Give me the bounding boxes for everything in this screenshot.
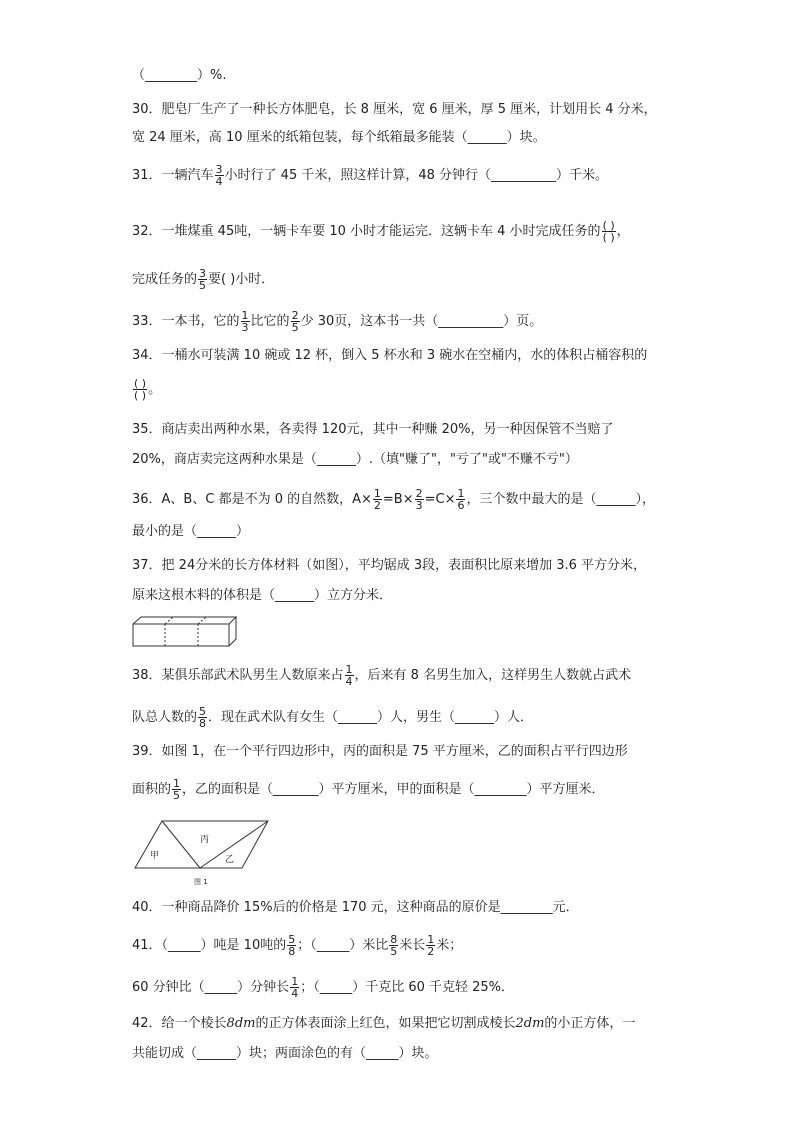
q38-text-c: 队总人数的: [132, 710, 198, 725]
q41-text-g: ；（_____）千克比 60 千克轻 25%．: [300, 980, 515, 995]
q38-text-b: ，后来有 8 名男生加入，这样男生人数就占武术: [354, 668, 632, 683]
numerator: 2: [291, 309, 299, 322]
q29-tail: （________）%.: [132, 68, 227, 83]
q31-text-b: 小时行了 45 千米，照这样计算，48 分钟行（__________）千米。: [224, 168, 609, 183]
q41-fraction-1: [287, 934, 296, 957]
q32-text-c: 完成任务的: [132, 272, 198, 287]
denominator: 3: [241, 321, 249, 334]
denominator: 4: [345, 675, 353, 688]
q32-text-e: 要( )小时．: [208, 272, 275, 287]
q38-fraction-2: [198, 706, 207, 729]
q36-line2: 最小的是（______）: [132, 524, 250, 539]
q31-fraction: [215, 164, 224, 187]
q42-unit-1: 8dm: [226, 1016, 256, 1031]
q36-text-e: ，三个数中最大的是（______），: [466, 492, 655, 507]
q41-text-e: 米；: [436, 938, 463, 953]
q39-line1: 39．如图 1，在一个平行四边形中，丙的面积是 75 平方厘米，乙的面积占平行四边形: [132, 744, 628, 759]
denominator: 4: [291, 987, 299, 1000]
denominator: 6: [457, 499, 465, 512]
numerator: 1: [241, 309, 249, 322]
q32-fraction: [198, 268, 207, 291]
denominator: 5: [199, 279, 207, 292]
q41-fraction-2: [389, 934, 398, 957]
fig-label-yi: 乙: [225, 855, 235, 865]
q34-tail: 。: [148, 382, 162, 397]
q41-line1: [132, 934, 462, 957]
numerator: 3: [199, 267, 207, 280]
numerator: 5: [199, 705, 207, 718]
q32-line1: [132, 220, 630, 243]
q42-unit-2: 2dm: [515, 1016, 545, 1031]
q41-text-f: 60 分钟比（_____）分钟长: [132, 980, 290, 995]
q33-text-c: 少 30页，这本书一共（__________）页。: [300, 314, 543, 329]
denominator: 3: [415, 499, 423, 512]
q36-text-b: =B×: [382, 492, 414, 507]
q42-text-c: 的小正方体，一: [544, 1016, 636, 1031]
q41-text-b: ；（_____）米比: [297, 938, 389, 953]
q38-line1: [132, 664, 631, 687]
q30-line2: 宽 24 厘米，高 10 厘米的纸箱包装，每个纸箱最多能装（______）块。: [132, 130, 546, 145]
q31-text-a: 31．一辆汽车: [132, 168, 214, 183]
numerator: 1: [373, 487, 381, 500]
q36-text-c: =C×: [424, 492, 456, 507]
denominator: 2: [373, 499, 381, 512]
numerator: 1: [173, 777, 181, 790]
q35-line2: 20%，商店卖完这两种水果是（______）.（填"赚了"，"亏了"或"不赚不亏"）: [132, 452, 578, 467]
q33-line: [132, 310, 542, 333]
numerator: 3: [215, 163, 223, 176]
q40-line: 40．一种商品降价 15%后的价格是 170 元，这种商品的原价是________元．: [132, 900, 579, 915]
denominator: ( ): [134, 389, 147, 402]
q38-line2: [132, 706, 533, 729]
q41-fraction-4: [290, 976, 299, 999]
q36-fraction-2: [415, 488, 424, 511]
q33-text-b: 比它的: [250, 314, 290, 329]
q41-line2: [132, 976, 514, 999]
q38-fraction-1: [345, 664, 354, 687]
numerator: 1: [345, 663, 353, 676]
q34-line1: 34．一桶水可装满 10 碗或 12 杯，倒入 5 杯水和 3 碗水在空桶内，水的体积占桶容积的: [132, 348, 648, 363]
numerator: 8: [390, 933, 398, 946]
numerator: 1: [291, 975, 299, 988]
q34-fraction-blank: [133, 378, 147, 401]
q39-line2: [132, 778, 605, 801]
numerator: 2: [415, 487, 423, 500]
q42-text-a: 42．给一个棱长: [132, 1016, 227, 1031]
q32-line2: [132, 268, 274, 291]
denominator: 2: [427, 945, 435, 958]
numerator: 1: [427, 933, 435, 946]
parallelogram-figure: [132, 818, 272, 888]
numerator: ( ): [602, 219, 615, 232]
q31-line: [132, 164, 608, 187]
denominator: 8: [199, 717, 207, 730]
q32-fraction-blank: [602, 220, 616, 243]
q34-line2: [132, 378, 161, 401]
q36-line1: [132, 488, 655, 511]
fig-caption: 图 1: [194, 878, 208, 886]
cuboid-figure: [132, 616, 238, 648]
q41-text-a: 41．（_____）吨是 10吨的: [132, 938, 287, 953]
q42-line1: [132, 1014, 635, 1034]
q32-text-b: ，: [616, 224, 630, 239]
fig-label-bing: 丙: [200, 835, 210, 845]
q36-fraction-3: [456, 488, 465, 511]
q42-line2: 共能切成（______）块；两面涂色的有（_____）块。: [132, 1046, 438, 1061]
q33-text-a: 33．一本书，它的: [132, 314, 240, 329]
q39-text-b: ，乙的面积是（_______）平方厘米，甲的面积是（________）平方厘米．: [182, 782, 605, 797]
q36-fraction-1: [373, 488, 382, 511]
q38-text-a: 38．某俱乐部武术队男生人数原来占: [132, 668, 344, 683]
denominator: 5: [390, 945, 398, 958]
denominator: 4: [215, 175, 223, 188]
q37-line2: 原来这根木料的体积是（______）立方分米．: [132, 588, 393, 603]
q32-text-a: 32．一堆煤重 45吨，一辆卡车要 10 小时才能运完．这辆卡车 4 小时完成任务的: [132, 224, 601, 239]
q37-line1: 37．把 24分米的长方体材料（如图），平均锯成 3段，表面积比原来增加 3.6 平方分米，: [132, 558, 647, 573]
q30-line1: 30．肥皂厂生产了一种长方体肥皂，长 8 厘米，宽 6 厘米，厚 5 厘米，计划用长 4 分米，: [132, 102, 657, 117]
q39-fraction: [172, 778, 181, 801]
q36-text-a: 36．A、B、C 都是不为 0 的自然数，A×: [132, 492, 372, 507]
q41-text-c: 米长: [399, 938, 426, 953]
numerator: 1: [457, 487, 465, 500]
q35-line1: 35．商店卖出两种水果，各卖得 120元，其中一种赚 20%，另一种因保管不当赔了: [132, 422, 614, 437]
q38-text-e: ．现在武术队有女生（______）人，男生（______）人．: [208, 710, 534, 725]
denominator: 5: [173, 789, 181, 802]
q39-text-a: 面积的: [132, 782, 172, 797]
q42-text-b: 的正方体表面涂上红色，如果把它切割成棱长: [255, 1016, 516, 1031]
numerator: ( ): [134, 377, 147, 390]
denominator: ( ): [602, 231, 615, 244]
q33-fraction-1: [241, 310, 250, 333]
numerator: 5: [288, 933, 296, 946]
denominator: 5: [291, 321, 299, 334]
q41-fraction-3: [426, 934, 435, 957]
denominator: 8: [288, 945, 296, 958]
fig-label-jia: 甲: [150, 851, 160, 861]
q33-fraction-2: [291, 310, 300, 333]
